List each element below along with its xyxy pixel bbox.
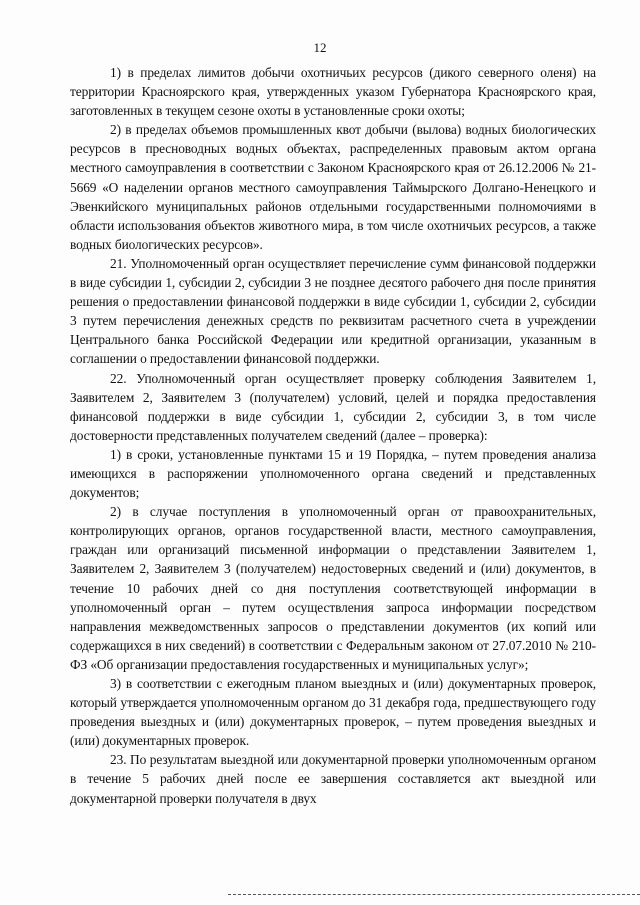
paragraph-23: 23. По результатам выездной или документарной проверки уполномоченным органом в течение 5 рабочих дней после ее завершения составляется акт выездной или документарной проверки получателя в двух <box>70 752 596 806</box>
paragraph-item-1: 1) в пределах лимитов добычи охотничьих ресурсов (дикого северного оленя) на территории Красноярского края, утвержденных указом Губернатора Красноярского края, заготовленных в текущем сезоне охоты в установленные сроки охоты; <box>70 65 596 119</box>
paragraph-22: 22. Уполномоченный орган осуществляет проверку соблюдения Заявителем 1, Заявителем 2, Заявителем 3 (получателем) условий, целей и порядка предоставления финансовой поддержки в виде субсидии 1, субсидии 2, субсидии 3, в том числе достоверности представленных получателем сведений (далее – проверка): <box>70 370 596 443</box>
page-number: 12 <box>313 40 327 55</box>
paragraph-22-item-3: 3) в соответствии с ежегодным планом выездных и (или) документарных проверок, который утверждается уполномоченным органом до 31 декабря года, предшествующего году проведения выездных и (или) документарных проверок, – путем проведения выездных и (или) документарных проверок. <box>70 676 596 749</box>
paragraph-21: 21. Уполномоченный орган осуществляет перечисление сумм финансовой поддержки в виде субсидии 1, субсидии 2, субсидии 3 не позднее десятого рабочего дня после принятия решения о предоставлении финансовой поддержки в виде субсидии 1, субсидии 2, субсидии 3 путем перечисления денежных средств по реквизитам расчетного счета в учреждении Центрального банка Российской Федерации или кредитной организации, указанным в соглашении о предоставлении финансовой поддержки. <box>70 255 596 367</box>
scan-edge-line <box>228 894 640 895</box>
paragraph-item-2: 2) в пределах объемов промышленных квот добычи (вылова) водных биологических ресурсов в пресноводных водных объектах, распределенных правовым актом органа местного самоуправления в соответствии с Законом Красноярского края от 26.12.2006 № 21-5669 «О наделении органов местного самоуправления Таймырского Долгано-Ненецкого и Эвенкийского муниципальных районов отдельными государственными полномочиями в области использования объектов животного мира, в том числе охотничьих ресурсов, а также водных биологических ресурсов». <box>70 122 596 252</box>
paragraph-22-item-2: 2) в случае поступления в уполномоченный орган от правоохранительных, контролирующих органов, органов государственной власти, местного самоуправления, граждан или организаций письменной информации о представлении Заявителем 1, Заявителем 2, Заявителем 3 (получателем) недостоверных сведений и (или) документов, в течение 10 рабочих дней со дня поступления соответствующей информации в уполномоченный орган – путем осуществления запроса информации посредством направления межведомственных запросов о представлении документов (их копий или содержащихся в них сведений) в соответствии с Федеральным законом от 27.07.2010 № 210-ФЗ «Об организации предоставления государственных и муниципальных услуг»; <box>70 504 596 672</box>
paragraph-22-item-1: 1) в сроки, установленные пунктами 15 и 19 Порядка, – путем проведения анализа имеющихся в распоряжении уполномоченного органа сведений и представленных документов; <box>70 446 596 501</box>
page-body <box>70 63 596 808</box>
